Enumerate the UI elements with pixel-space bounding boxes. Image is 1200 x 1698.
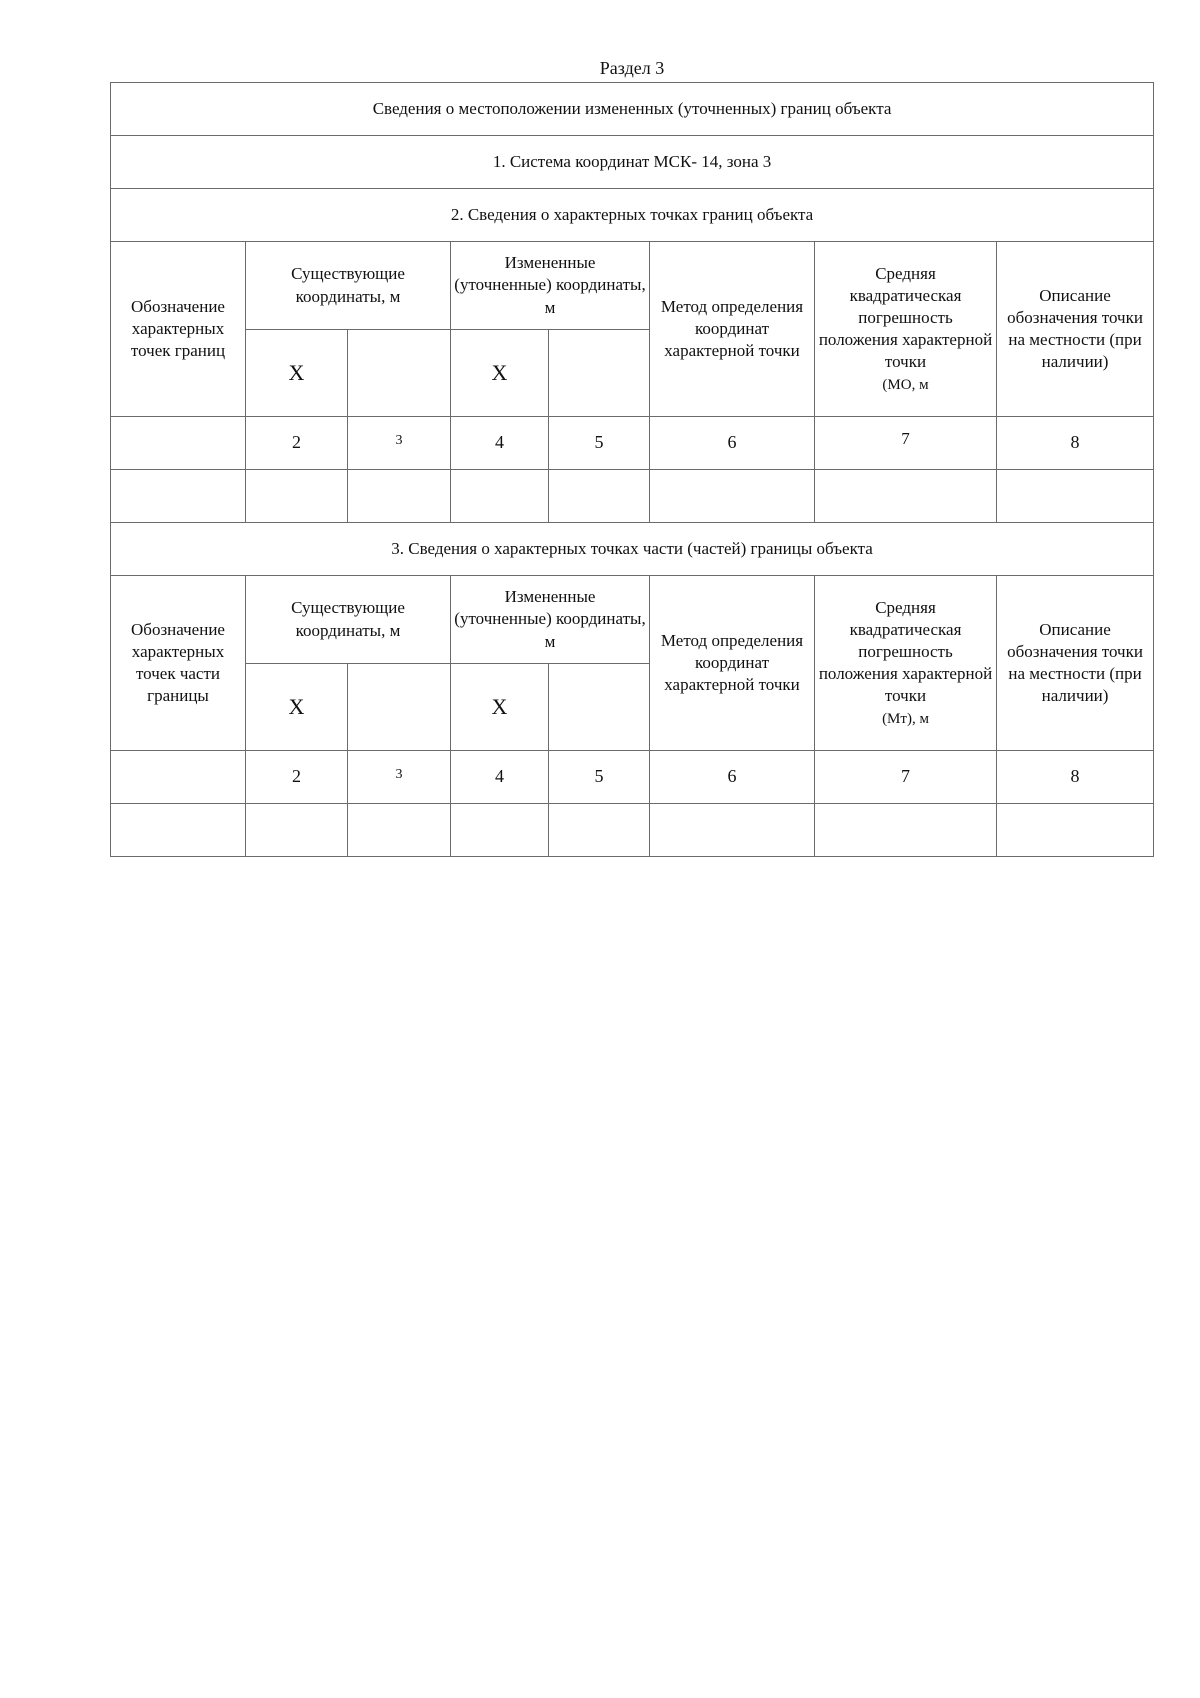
table2-data-row <box>111 804 1154 857</box>
table1-col-changed: Измененные (уточненные) координаты, м <box>451 242 650 330</box>
table2-data-cell[interactable] <box>111 804 246 857</box>
table1-existing-x: X <box>246 330 348 417</box>
table1-col-existing: Существующие координаты, м <box>246 242 451 330</box>
table2-col-error <box>815 576 997 751</box>
table2-col-error-label: Средняя квадратическая погрешность положения характерной точки <box>818 597 993 705</box>
table2-data-cell[interactable] <box>246 804 348 857</box>
section-header: Сведения о местоположении измененных (уточненных) границ объекта <box>111 83 1154 136</box>
table2-col-error-unit: (Мт), м <box>882 710 929 727</box>
table1-changed-x: X <box>451 330 549 417</box>
table2-num-1 <box>111 751 246 804</box>
table2-data-cell[interactable] <box>549 804 650 857</box>
table2-num-6: 6 <box>650 751 815 804</box>
section-title: Раздел 3 <box>599 58 665 78</box>
table1-existing-y <box>348 330 451 417</box>
table2-num-7: 7 <box>815 751 997 804</box>
table1-data-cell[interactable] <box>348 470 451 523</box>
table2-num-5: 5 <box>549 751 650 804</box>
table1-num-3-cell <box>348 417 451 470</box>
table1-data-cell[interactable] <box>815 470 997 523</box>
table1-changed-y <box>549 330 650 417</box>
table2-caption: 3. Сведения о характерных точках части (частей) границы объекта <box>111 523 1154 576</box>
table2-data-cell[interactable] <box>815 804 997 857</box>
table2-num-3-cell <box>348 751 451 804</box>
table2-num-4: 4 <box>451 751 549 804</box>
table2-existing-x: X <box>246 664 348 751</box>
table2-num-8: 8 <box>997 751 1154 804</box>
table1-num-7: 7 <box>901 428 910 448</box>
table1-data-cell[interactable] <box>111 470 246 523</box>
table2-data-cell[interactable] <box>451 804 549 857</box>
table1-data-row <box>111 470 1154 523</box>
table1-num-2: 2 <box>246 417 348 470</box>
table2-data-cell[interactable] <box>997 804 1154 857</box>
table1-col-description: Описание обозначения точки на местности (при наличии) <box>997 242 1154 417</box>
table1-data-cell[interactable] <box>997 470 1154 523</box>
table2-changed-x: X <box>451 664 549 751</box>
boundary-points-form <box>110 82 1154 857</box>
table1-col-error <box>815 242 997 417</box>
table2-existing-y <box>348 664 451 751</box>
table2-num-2: 2 <box>246 751 348 804</box>
table1-col-error-label: Средняя квадратическая погрешность положения характерной точки <box>818 263 993 371</box>
table1-data-cell[interactable] <box>246 470 348 523</box>
table1-num-3: 3 <box>395 432 403 448</box>
table2-num-3: 3 <box>395 766 403 782</box>
table1-num-4: 4 <box>451 417 549 470</box>
table2-changed-y <box>549 664 650 751</box>
table1-num-5: 5 <box>549 417 650 470</box>
table1-num-8: 8 <box>997 417 1154 470</box>
table1-col-error-unit: (МО, м <box>882 376 929 393</box>
table2-col-existing: Существующие координаты, м <box>246 576 451 664</box>
table1-caption: 2. Сведения о характерных точках границ объекта <box>111 189 1154 242</box>
table2-data-cell[interactable] <box>348 804 451 857</box>
table1-data-cell[interactable] <box>451 470 549 523</box>
table1-num-1 <box>111 417 246 470</box>
table1-col-method: Метод определения координат характерной точки <box>650 242 815 417</box>
table2-col-method: Метод определения координат характерной точки <box>650 576 815 751</box>
table1-num-7-cell <box>815 417 997 470</box>
coordinate-system: 1. Система координат МСК- 14, зона 3 <box>111 136 1154 189</box>
table2-data-cell[interactable] <box>650 804 815 857</box>
table2-col-designation: Обозначение характерных точек части границы <box>111 576 246 751</box>
table2-col-description: Описание обозначения точки на местности (при наличии) <box>997 576 1154 751</box>
table1-col-designation: Обозначение характерных точек границ <box>111 242 246 417</box>
table2-col-changed: Измененные (уточненные) координаты, м <box>451 576 650 664</box>
table1-data-cell[interactable] <box>650 470 815 523</box>
table1-num-6: 6 <box>650 417 815 470</box>
table1-data-cell[interactable] <box>549 470 650 523</box>
